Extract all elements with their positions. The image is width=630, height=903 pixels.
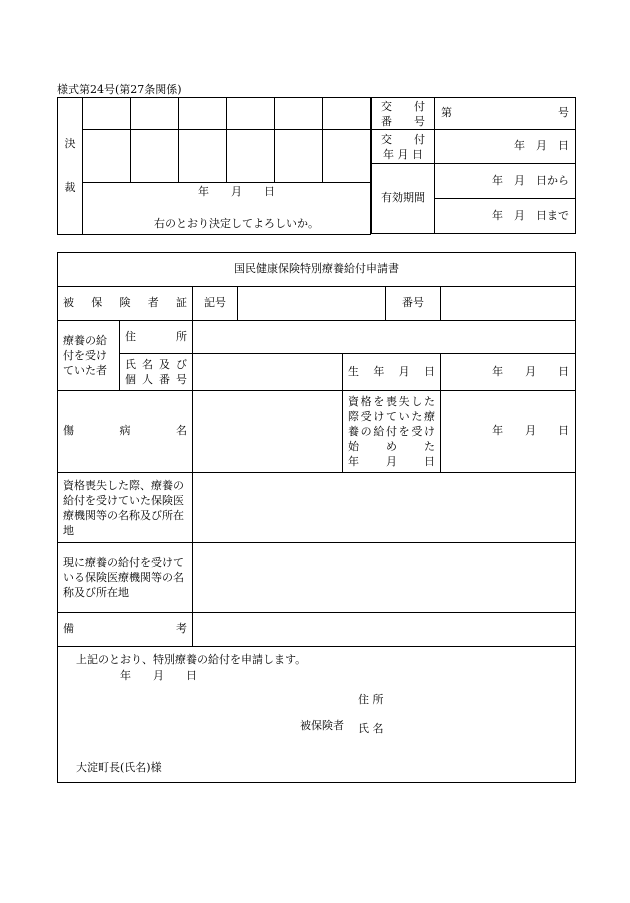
start-label bbox=[343, 391, 441, 473]
issue-date-field[interactable]: 年 月 日 bbox=[435, 130, 576, 164]
insured-card-label: 被 保 険 者 証 bbox=[58, 287, 193, 321]
stamp-cell-12[interactable] bbox=[323, 130, 371, 183]
issue-number-suffix: 号 bbox=[558, 106, 569, 120]
name-field[interactable] bbox=[193, 354, 343, 391]
issue-date-label bbox=[372, 130, 435, 164]
validity-label: 有効期間 bbox=[372, 164, 435, 234]
stamp-cell-6[interactable] bbox=[323, 98, 371, 130]
issue-table bbox=[371, 97, 576, 234]
start-field[interactable]: 年 月 日 bbox=[441, 391, 576, 473]
decision-date: 年 月 日 bbox=[198, 185, 275, 198]
name-label-1: 氏 名 及 び bbox=[125, 358, 187, 371]
number-field[interactable] bbox=[441, 287, 576, 321]
stamp-cell-4[interactable] bbox=[227, 98, 275, 130]
symbol-field[interactable] bbox=[238, 287, 386, 321]
stamp-cell-1[interactable] bbox=[83, 98, 131, 130]
form-number: 様式第24号(第27条関係) bbox=[57, 83, 182, 96]
name-label-2: 個 人 番 号 bbox=[125, 373, 187, 386]
stamp-cell-10[interactable] bbox=[227, 130, 275, 183]
remarks-field[interactable] bbox=[193, 613, 576, 647]
decision-label-bottom: 裁 bbox=[64, 181, 76, 194]
issue-date-label-2: 年 月 日 bbox=[383, 147, 423, 161]
stamp-cell-8[interactable] bbox=[131, 130, 179, 183]
stamp-cell-11[interactable] bbox=[275, 130, 323, 183]
issue-number-label-2: 番 号 bbox=[381, 114, 425, 128]
declaration-cell bbox=[58, 647, 576, 783]
number-label: 番号 bbox=[386, 287, 441, 321]
application-title: 国民健康保険特別療養給付申請書 bbox=[58, 253, 576, 287]
birth-field[interactable]: 年 月 日 bbox=[441, 354, 576, 391]
name-label bbox=[120, 354, 193, 391]
disease-label: 傷 病 名 bbox=[58, 391, 193, 473]
start-label-date: 年 月 日 bbox=[348, 455, 435, 468]
issue-number-label bbox=[372, 98, 435, 130]
stamp-cell-7[interactable] bbox=[83, 130, 131, 183]
prev-institution-field[interactable] bbox=[193, 473, 576, 543]
current-institution-field[interactable] bbox=[193, 543, 576, 613]
applicant-address-label: 住 所 bbox=[358, 693, 384, 706]
decision-label bbox=[58, 98, 83, 235]
issue-number-prefix: 第 bbox=[441, 106, 452, 120]
symbol-label: 記号 bbox=[193, 287, 238, 321]
decision-approval-cell[interactable] bbox=[83, 183, 371, 235]
application-table bbox=[57, 252, 576, 783]
stamp-cell-3[interactable] bbox=[179, 98, 227, 130]
start-label-text: 資格を喪失した際受けていた療養の給付を受け始めた bbox=[348, 395, 435, 453]
current-institution-label: 現に療養の給付を受けている保険医療機関等の名称及び所在地 bbox=[58, 543, 193, 613]
stamp-cell-9[interactable] bbox=[179, 130, 227, 183]
disease-field[interactable] bbox=[193, 391, 343, 473]
applicant-role: 被保険者 bbox=[300, 719, 344, 732]
issue-number-field[interactable] bbox=[435, 98, 576, 130]
issue-number-label-1: 交 付 bbox=[381, 99, 425, 113]
address-field[interactable] bbox=[193, 321, 576, 354]
remarks-label: 備 考 bbox=[58, 613, 193, 647]
birth-label: 生 年 月 日 bbox=[343, 354, 441, 391]
decision-label-top: 決 bbox=[64, 136, 76, 150]
decision-approval-text: 右のとおり決定してよろしいか。 bbox=[154, 217, 319, 231]
declaration-date[interactable]: 年 月 日 bbox=[120, 669, 197, 682]
stamp-cell-5[interactable] bbox=[275, 98, 323, 130]
recipient-label: 療養の給付を受けていた者 bbox=[58, 321, 120, 391]
applicant-name-label: 氏 名 bbox=[358, 722, 384, 735]
prev-institution-label: 資格喪失した際、療養の給付を受けていた保険医療機関等の名称及び所在地 bbox=[58, 473, 193, 543]
addressee: 大淀町長(氏名)様 bbox=[76, 761, 162, 774]
declaration-text: 上記のとおり、特別療養の給付を申請します。 bbox=[76, 653, 307, 666]
decision-table bbox=[57, 97, 371, 235]
validity-to-field[interactable]: 年 月 日まで bbox=[435, 199, 576, 234]
issue-date-label-1: 交 付 bbox=[381, 132, 425, 146]
address-label: 住 所 bbox=[120, 321, 193, 354]
stamp-cell-2[interactable] bbox=[131, 98, 179, 130]
validity-from-field[interactable]: 年 月 日から bbox=[435, 164, 576, 199]
